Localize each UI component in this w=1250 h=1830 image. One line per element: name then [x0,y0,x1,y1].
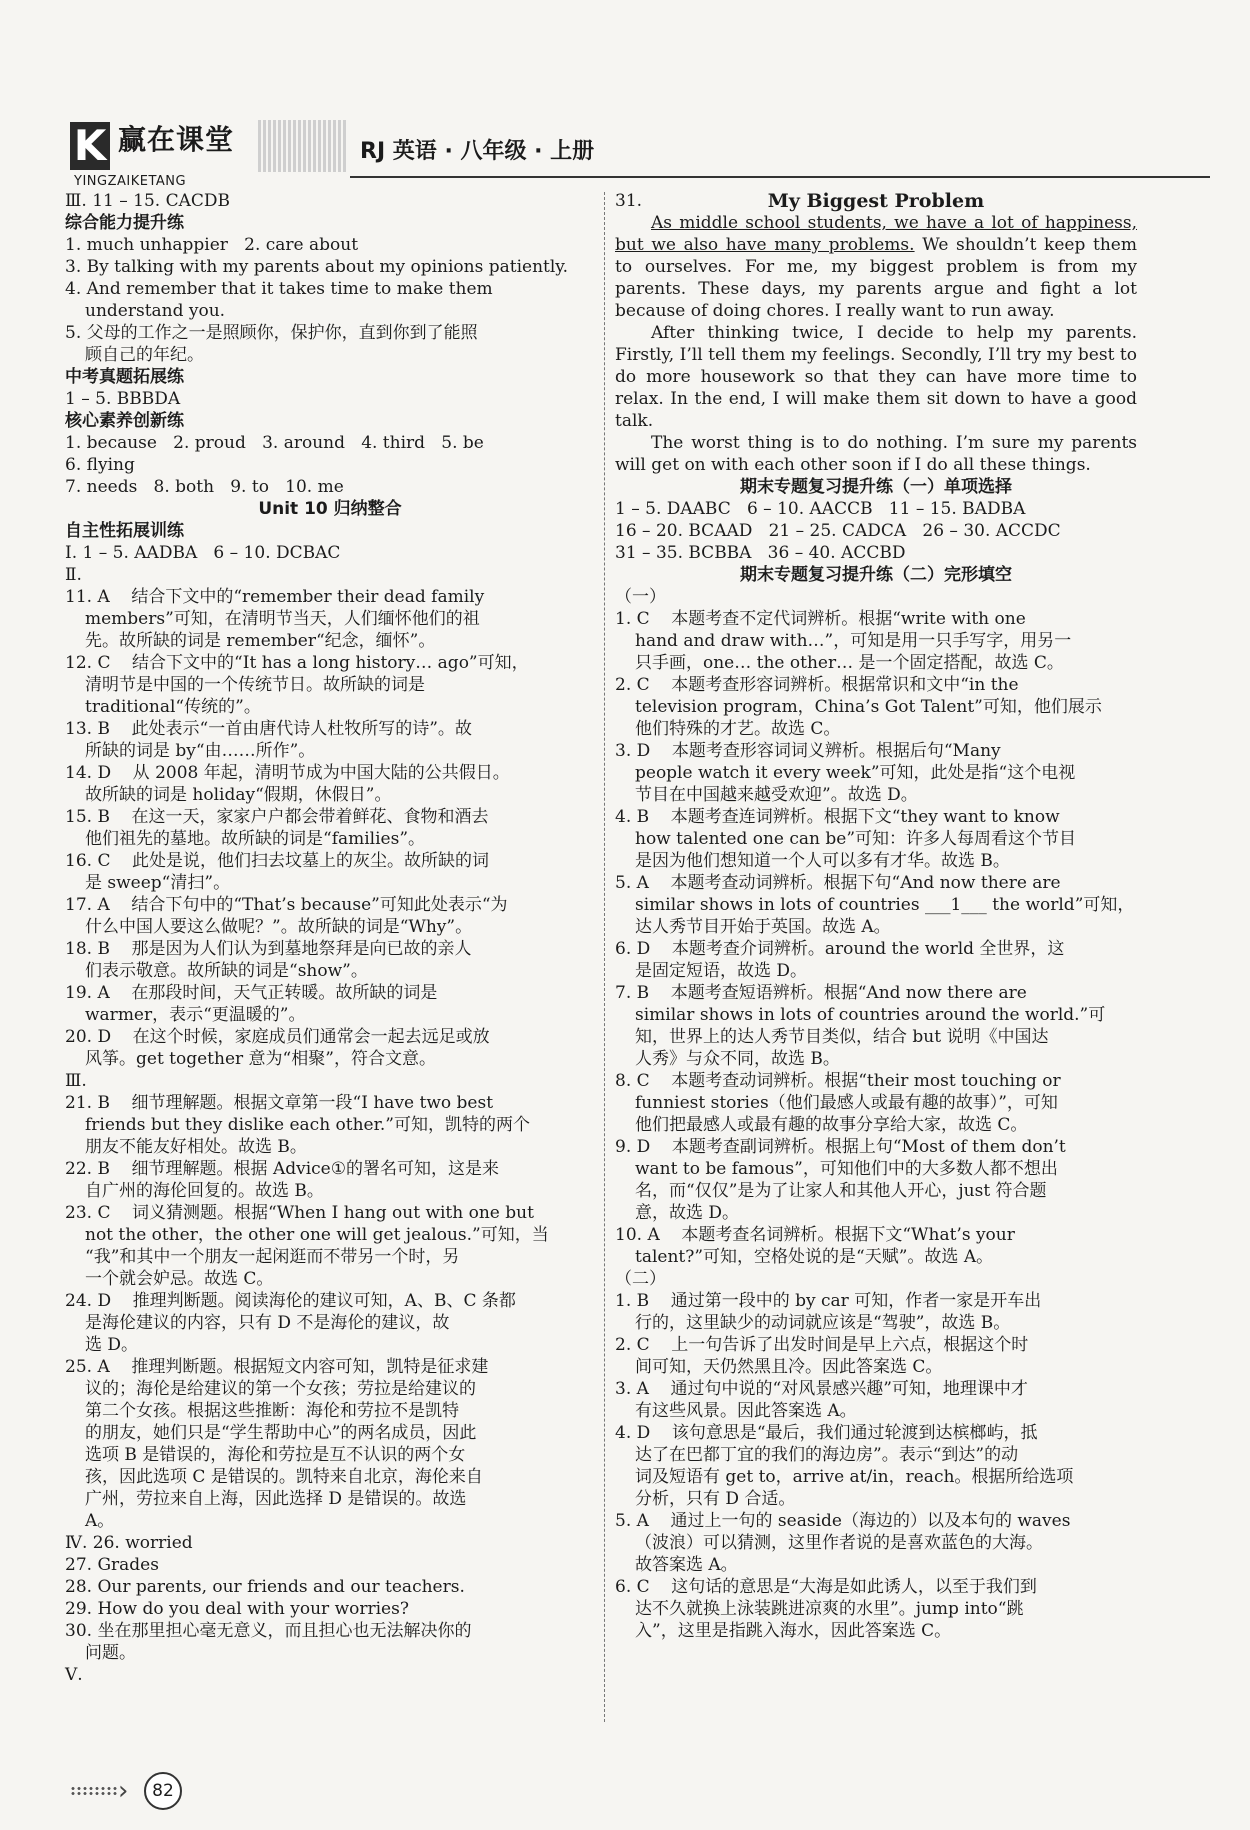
right-column-line: similar shows in lots of countries around the world.”可 [635,1005,1106,1025]
right-column-line: 是因为他们想知道一个人可以多有才华。故选 B。 [635,851,1010,871]
right-column-line: 9. D 本题考查副词辨析。根据上句“Most of them don’t [615,1137,1066,1157]
right-column-line: 期末专题复习提升练（二）完形填空 [740,565,1012,585]
left-column-line: Unit 10 归纳整合 [258,499,402,519]
left-column-line: 第二个女孩。根据这些推断：海伦和劳拉不是凯特 [85,1401,459,1421]
left-column-line: 20. D 在这个时候，家庭成员们通常会一起去远足或放 [65,1027,490,1047]
left-column-line: 的朋友，她们只是“学生帮助中心”的两名成员，因此 [85,1423,477,1443]
book-title: RJ 英语 · 八年级 · 上册 [360,139,595,164]
essay-paragraph-1 [615,212,1137,322]
left-column-line: 7. needs 8. both 9. to 10. me [65,477,344,497]
left-column-line: 28. Our parents, our friends and our teachers. [65,1577,465,1597]
left-column-line: 17. A 结合下句中的“That’s because”可知此处表示“为 [65,895,508,915]
left-column [65,190,595,1686]
left-column-line: 24. D 推理判断题。阅读海伦的建议可知，A、B、C 条都 [65,1291,516,1311]
left-column-line: 风筝。get together 意为“相聚”，符合文意。 [85,1049,436,1069]
right-column-line: 只手画，one… the other… 是一个固定搭配，故选 C。 [635,653,1064,673]
left-column-line: 21. B 细节理解题。根据文章第一段“I have two best [65,1093,494,1113]
column-divider [604,192,605,1722]
left-column-line: 广州，劳拉来自上海，因此选择 D 是错误的。故选 [85,1489,467,1509]
left-column-line: Ⅰ. 1 – 5. AADBA 6 – 10. DCBAC [65,543,341,563]
left-column-line: 故所缺的词是 holiday“假期，休假日”。 [85,785,392,805]
right-column-line: 行的，这里缺少的动词就应该是“驾驶”，故选 B。 [635,1313,1011,1333]
page-header [70,116,1210,192]
right-column-line: people watch it every week”可知，此处是指“这个电视 [635,763,1076,783]
logo-k-icon: K [70,122,110,170]
right-column-line: 16 – 20. BCAAD 21 – 25. CADCA 26 – 30. ACCDC [615,521,1061,541]
right-column-line: 31 – 35. BCBBA 36 – 40. ACCBD [615,543,906,563]
right-column-line: 1 – 5. DAABC 6 – 10. AACCB 11 – 15. BADBA [615,499,1026,519]
right-column-line: 4. D 该句意思是“最后，我们通过轮渡到达槟榔屿，抵 [615,1423,1038,1443]
right-column-line: 他们把最感人或最有趣的故事分享给大家，故选 C。 [635,1115,1028,1135]
left-column-line: 选 D。 [85,1335,139,1355]
right-column-line: 故答案选 A。 [635,1555,738,1575]
left-column-line: 中考真题拓展练 [65,367,184,387]
left-column-line: A。 [85,1511,115,1531]
right-column-line: talent?”可知，空格处说的是“天赋”。故选 A。 [635,1247,994,1267]
essay-block [615,190,1137,476]
left-column-line: understand you. [85,301,226,321]
right-column-line: 1. C 本题考查不定代词辨析。根据“write with one [615,609,1026,629]
right-column-line: 知，世界上的达人秀节目类似，结合 but 说明《中国达 [635,1027,1049,1047]
right-column-line: want to be famous”，可知他们中的大多数人都不想出 [635,1159,1058,1179]
left-column-line: 所缺的词是 by“由……所作”。 [85,741,316,761]
right-column-line: 3. A 通过句中说的“对风景感兴趣”可知，地理课中才 [615,1379,1028,1399]
essay-title: My Biggest Problem [767,190,985,212]
right-column-line: 是固定短语，故选 D。 [635,961,808,981]
left-column-line: 29. How do you deal with your worries? [65,1599,409,1619]
left-column-line: members”可知，在清明节当天，人们缅怀他们的祖 [85,609,480,629]
essay-paragraph-2: After thinking twice, I decide to help my parents. Firstly, I’ll tell them my feelings. Secondly, I’ll try my best to do more housework so that they can have more time to relax. In the end, I will make them sit down to have a good talk. [615,323,1137,431]
right-column-line: 6. D 本题考查介词辨析。around the world 全世界，这 [615,939,1065,959]
left-column-line: Ⅴ. [65,1665,83,1685]
left-column-line: not the other，the other one will get jealous.”可知，当 [85,1225,549,1245]
right-column-line: 期末专题复习提升练（一）单项选择 [740,477,1012,497]
left-column-line: “我”和其中一个朋友一起闲逛而不带另一个时，另 [85,1247,460,1267]
answer-keys-right [615,476,1137,1642]
left-column-line: 是 sweep“清扫”。 [85,873,231,893]
left-column-line: 4. And remember that it takes time to make them [65,279,493,299]
arrow-icon: › [118,1776,129,1806]
right-column-line: 5. A 通过上一句的 seaside（海边的）以及本句的 waves [615,1511,1071,1531]
left-column-line: 1. much unhappier 2. care about [65,235,359,255]
right-column-line: 他们特殊的才艺。故选 C。 [635,719,841,739]
left-column-line: 顾自己的年纪。 [85,345,204,365]
essay-paragraph-3: The worst thing is to do nothing. I’m sure my parents will get on with each other soon if I do all these things. [615,433,1137,475]
right-column-line: 7. B 本题考查短语辨析。根据“And now there are [615,983,1027,1003]
right-column-line: funniest stories（他们最感人或最有趣的故事）”，可知 [635,1093,1058,1113]
left-column-line: 选项 B 是错误的，海伦和劳拉是互不认识的两个女 [85,1445,466,1465]
left-column-line: warmer，表示“更温暖的”。 [85,1005,306,1025]
left-column-line: 1. because 2. proud 3. around 4. third 5. be [65,433,484,453]
left-column-line: 25. A 推理判断题。根据短文内容可知，凯特是征求建 [65,1357,489,1377]
left-column-line: 孩，因此选项 C 是错误的。凯特来自北京，海伦来自 [85,1467,483,1487]
header-rule [350,176,1210,178]
left-column-line: 核心素养创新练 [65,411,184,431]
right-column-line: 2. C 本题考查形容词辨析。根据常识和文中“in the [615,675,1019,695]
page-footer [70,1772,230,1812]
right-column-line: （波浪）可以猜测，这里作者说的是喜欢蓝色的大海。 [635,1533,1043,1553]
left-column-line: friends but they dislike each other.”可知，凯特的两个 [85,1115,530,1135]
dots-decoration [70,1786,118,1796]
right-column-line: similar shows in lots of countries ___1___ the world”可知， [635,895,1135,915]
left-column-line: 11. A 结合下文中的“remember their dead family [65,587,485,607]
left-column-line: 6. flying [65,455,135,475]
right-column-line: 有这些风景。因此答案选 A。 [635,1401,857,1421]
right-column-line: 8. C 本题考查动词辨析。根据“their most touching or [615,1071,1061,1091]
left-column-line: 15. B 在这一天，家家户户都会带着鲜花、食物和酒去 [65,807,489,827]
left-column-line: 他们祖先的墓地。故所缺的词是“families”。 [85,829,426,849]
right-column-line: hand and draw with…”，可知是用一只手写字，用另一 [635,631,1072,651]
left-column-line: Ⅳ. 26. worried [65,1533,193,1553]
right-column-line: how talented one can be”可知：许多人每周看这个节目 [635,829,1077,849]
left-column-line: 14. D 从 2008 年起，清明节成为中国大陆的公共假日。 [65,763,510,783]
right-column-line: 达人秀节目开始于英国。故选 A。 [635,917,891,937]
left-column-line: 一个就会妒忌。故选 C。 [85,1269,274,1289]
right-column-line: 4. B 本题考查连词辨析。根据下文“they want to know [615,807,1060,827]
logo-title: 赢在课堂 [118,123,235,156]
essay-paragraph-1-rest: We shouldn’t keep them to ourselves. For me, my biggest problem is from my parents. These days, my parents argue and fight a lot because of doing chores. I really want to run away. [615,235,1137,321]
left-column-line: 1 – 5. BBBDA [65,389,181,409]
left-column-line: 先。故所缺的词是 remember“纪念，缅怀”。 [85,631,436,651]
right-column-line: 名，而“仅仅”是为了让家人和其他人开心，just 符合题 [635,1181,1047,1201]
right-column-line: 1. B 通过第一段中的 by car 可知，作者一家是开车出 [615,1291,1042,1311]
left-column-line: 什么中国人要这么做呢？”。故所缺的词是“Why”。 [85,917,473,937]
left-column-line: 问题。 [85,1643,136,1663]
right-column-line: 节目在中国越来越受欢迎”。故选 D。 [635,785,918,805]
header-stripe-decoration [258,120,348,172]
left-column-line: 3. By talking with my parents about my opinions patiently. [65,257,569,277]
right-column-line: 意，故选 D。 [635,1203,740,1223]
right-column-line: 分析，只有 D 合适。 [635,1489,796,1509]
left-column-line: 5. 父母的工作之一是照顾你，保护你，直到你到了能照 [65,323,478,343]
right-column-line: （一） [615,587,666,607]
right-column-line: 10. A 本题考查名词辨析。根据下文“What’s your [615,1225,1015,1245]
right-column-line: 间可知，天仍然黑且冷。因此答案选 C。 [635,1357,943,1377]
left-column-line: 13. B 此处表示“一首由唐代诗人杜牧所写的诗”。故 [65,719,472,739]
left-column-line: 综合能力提升练 [65,213,184,233]
essay-number: 31. [615,191,643,211]
right-column-line: （二） [615,1269,666,1289]
right-column-line: 达了在巴都丁宜的我们的海边房”。表示“到达”的动 [635,1445,1019,1465]
left-column-line: Ⅲ. 11 – 15. CACDB [65,191,230,211]
right-column-line: 5. A 本题考查动词辨析。根据下句“And now there are [615,873,1061,893]
logo-subtitle: YINGZAIKETANG [74,174,187,189]
right-column-line: 6. C 这句话的意思是“大海是如此诱人，以至于我们到 [615,1577,1037,1597]
left-column-line: Ⅱ. [65,565,82,585]
left-column-line: 自广州的海伦回复的。故选 B。 [85,1181,324,1201]
left-column-line: 27. Grades [65,1555,159,1575]
left-column-line: 23. C 词义猜测题。根据“When I hang out with one but [65,1203,534,1223]
left-column-line: 12. C 结合下文中的“It has a long history… ago”可知， [65,653,529,673]
right-column-line: 入”，这里是指跳入海水，因此答案选 C。 [635,1621,952,1641]
page-number: 82 [144,1772,182,1810]
right-column-line: 3. D 本题考查形容词词义辨析。根据后句“Many [615,741,1001,761]
left-column-line: 22. B 细节理解题。根据 Advice①的署名可知，这是来 [65,1159,499,1179]
left-column-line: 清明节是中国的一个传统节日。故所缺的词是 [85,675,425,695]
left-column-line: 19. A 在那段时间，天气正转暖。故所缺的词是 [65,983,438,1003]
right-column [615,190,1137,1642]
right-column-line: television program，China’s Got Talent”可知，他们展示 [635,697,1102,717]
left-column-line: traditional“传统的”。 [85,697,261,717]
left-column-line: Ⅲ. [65,1071,87,1091]
right-column-line: 词及短语有 get to，arrive at/in，reach。根据所给选项 [635,1467,1074,1487]
essay-underlined-sentence: As middle school students, we have a lot of happiness, but we also have many problems. [615,213,1137,255]
left-column-line: 16. C 此处是说，他们扫去坟墓上的灰尘。故所缺的词 [65,851,490,871]
right-column-line: 2. C 上一句告诉了出发时间是早上六点，根据这个时 [615,1335,1029,1355]
left-column-line: 18. B 那是因为人们认为到墓地祭拜是向已故的亲人 [65,939,472,959]
left-column-line: 议的；海伦是给建议的第一个女孩；劳拉是给建议的 [85,1379,476,1399]
left-column-line: 是海伦建议的内容，只有 D 不是海伦的建议，故 [85,1313,450,1333]
left-column-line: 30. 坐在那里担心毫无意义，而且担心也无法解决你的 [65,1621,472,1641]
right-column-line: 人秀》与众不同，故选 B。 [635,1049,840,1069]
left-column-line: 们表示敬意。故所缺的词是“show”。 [85,961,368,981]
left-column-line: 自主性拓展训练 [65,521,184,541]
left-column-line: 朋友不能友好相处。故选 B。 [85,1137,307,1157]
right-column-line: 达不久就换上泳装跳进凉爽的水里”。jump into“跳 [635,1599,1024,1619]
